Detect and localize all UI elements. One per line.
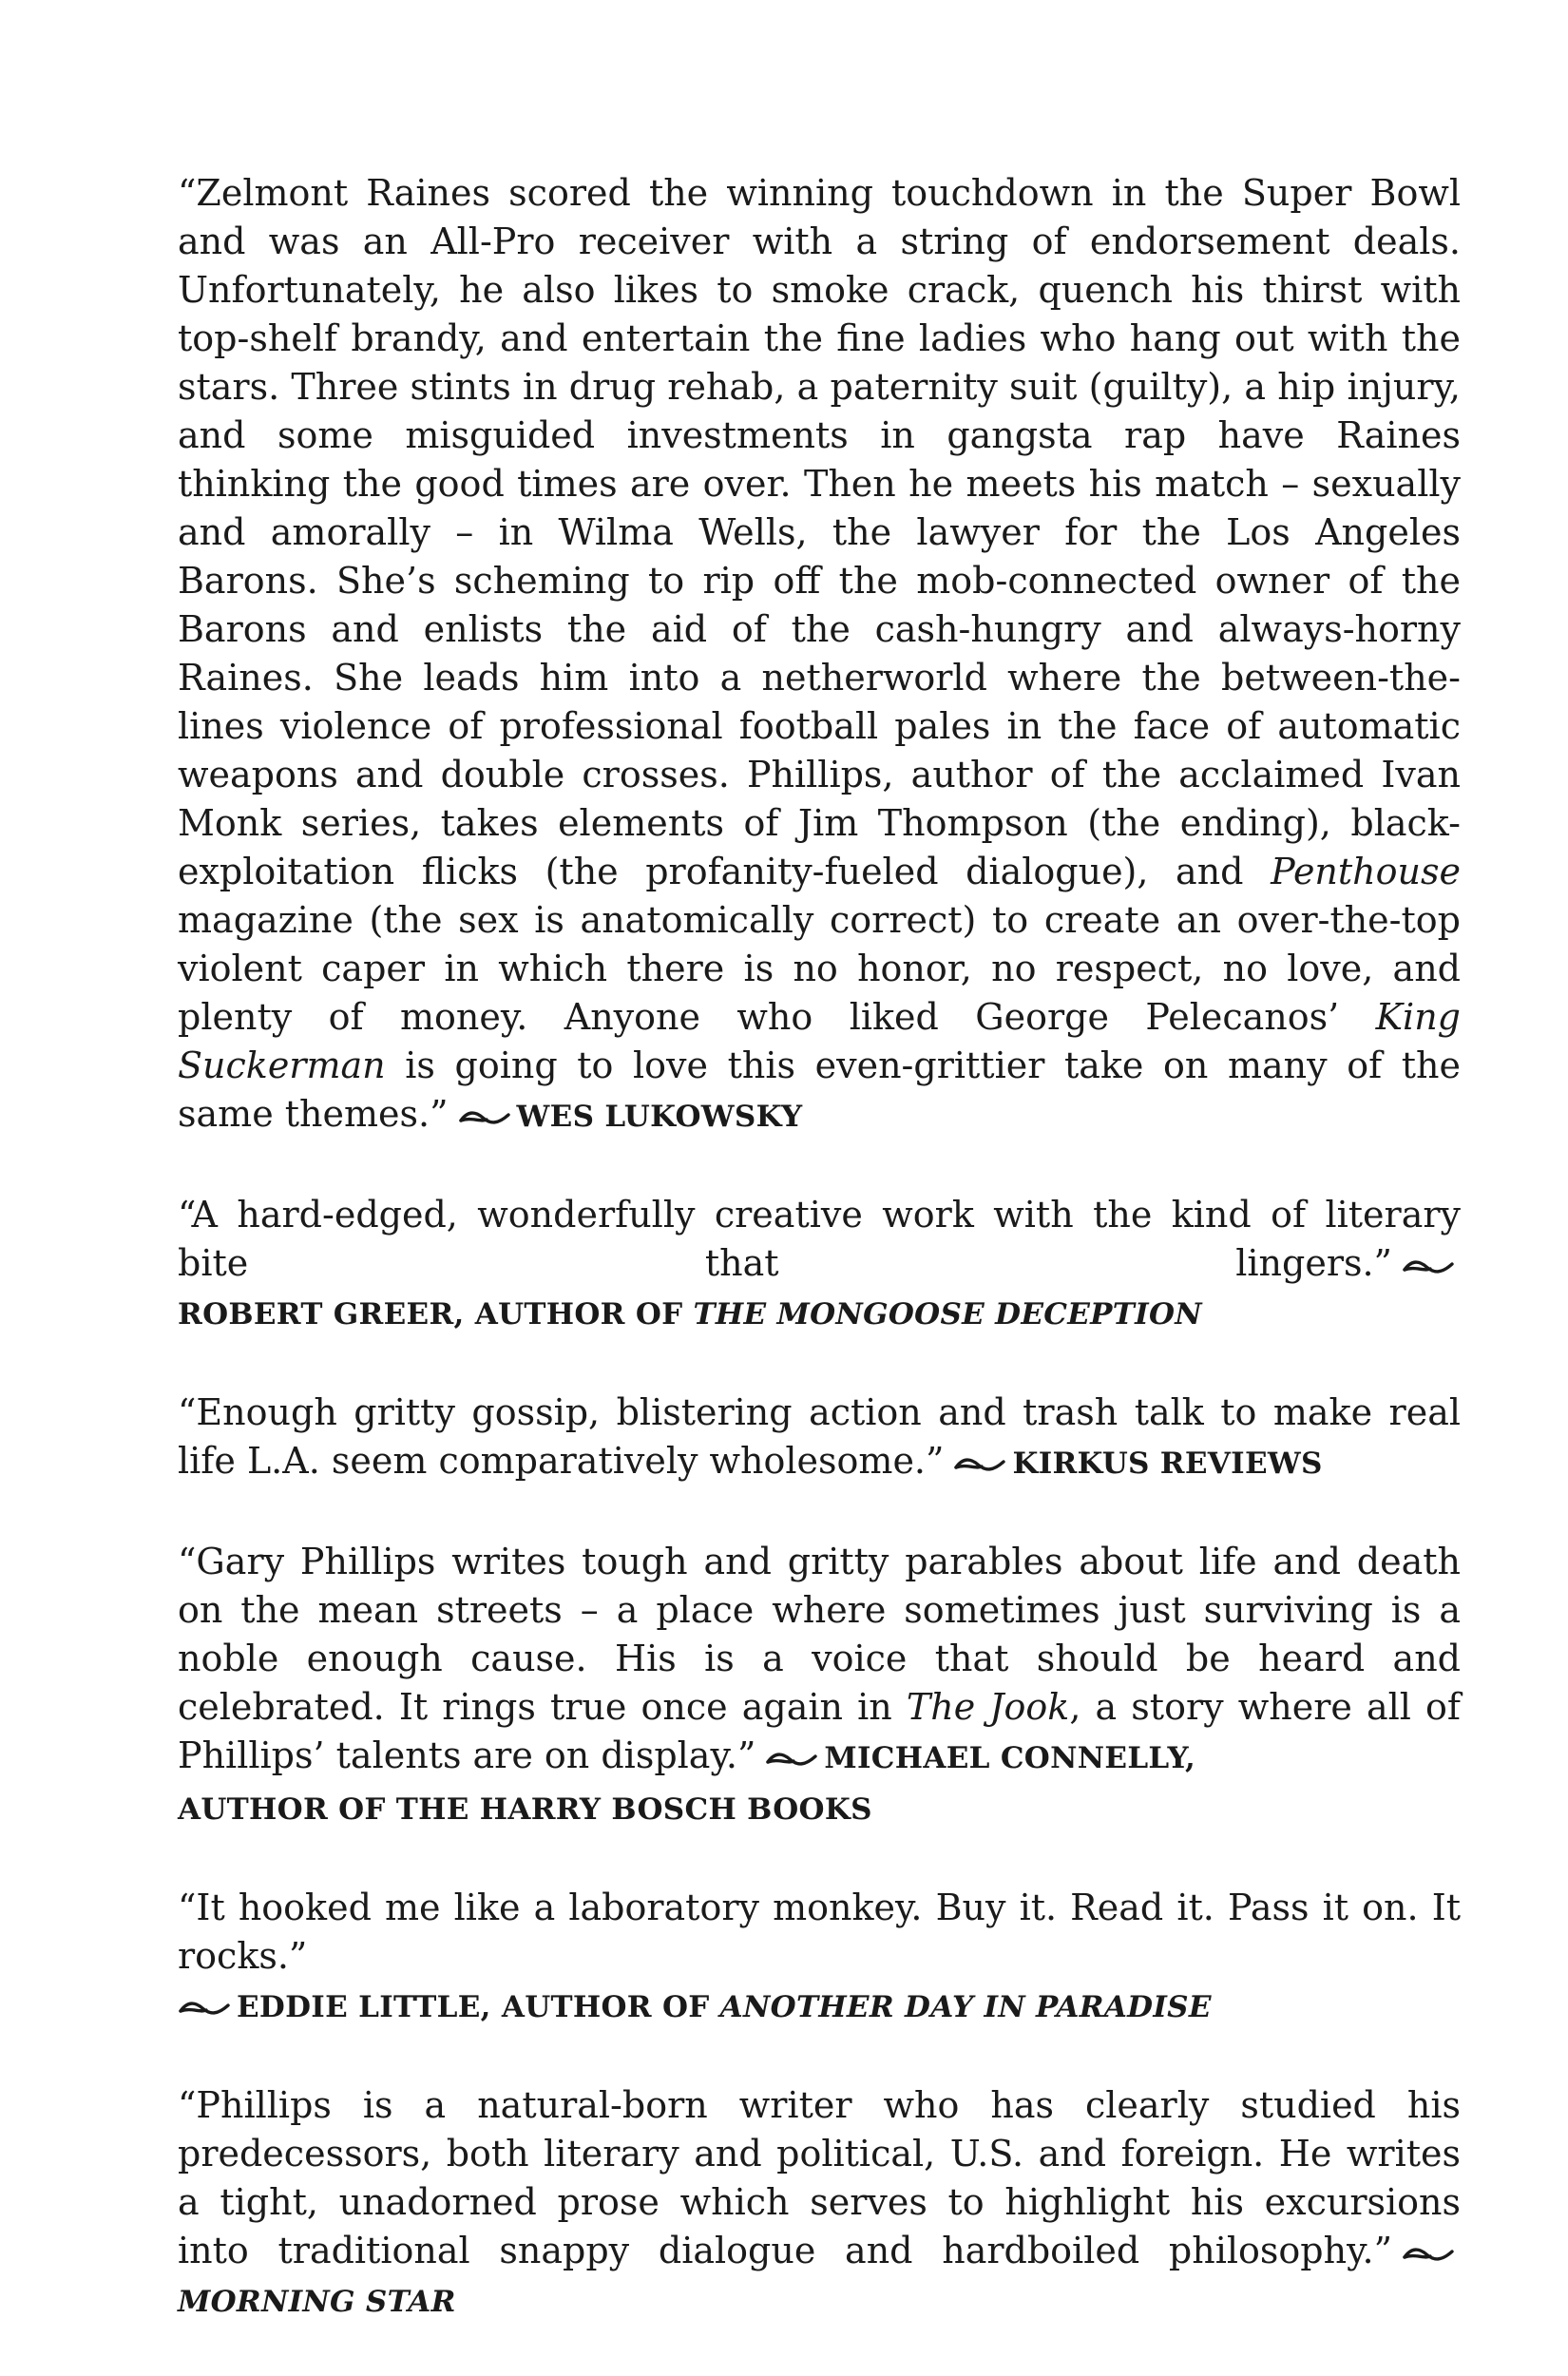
quote-italic-title: King Suckerman [178,996,1461,1086]
quote-text: , a story where all of Phillips’ talents are on display.” [178,1686,1461,1776]
review-blurbs-page [178,169,1461,2376]
quote-text: “Enough gritty gossip, blistering action and trash talk to make real life L.A. seem comparatively wholesome.” [178,1391,1461,1482]
blurb-wes-lukowsky [178,169,1461,1141]
attribution-book-title: THE MONGOOSE DECEPTION [693,1297,1202,1332]
swung-dash-icon [178,1998,231,2019]
attribution: WES LUKOWSKY [516,1100,803,1134]
blurb-michael-connelly [178,1538,1461,1834]
attribution [237,1990,1212,2024]
quote-text: “Phillips is a natural-born writer who has clearly studied his predecessors, both literary and political, U.S. and foreign. He writes a tight, unadorned prose which serves to highlight his excursions into traditional snappy dialogue and hardboiled philosophy.” [178,2084,1461,2271]
attribution-publication: MORNING STAR [178,2285,456,2319]
blurb-robert-greer [178,1191,1461,1339]
attribution-book-title: ANOTHER DAY IN PARADISE [719,1990,1212,2024]
quote-text: “Gary Phillips writes tough and gritty parables about life and death on the mean streets – a place where sometimes just surviving is a noble enough cause. His is a voice that should be heard and celebrated. It rings true once again in [178,1541,1461,1728]
attribution [178,1297,1202,1332]
attribution: KIRKUS REVIEWS [1012,1447,1323,1481]
swung-dash-icon [953,1454,1006,1475]
swung-dash-icon [1402,2244,1455,2265]
attribution-continued: AUTHOR OF THE HARRY BOSCH BOOKS [178,1792,872,1827]
quote-italic-title: Penthouse [1271,851,1461,892]
swung-dash-icon [458,1107,511,1128]
quote-text: “It hooked me like a laboratory monkey. Buy it. Read it. Pass it on. It rocks.” [178,1887,1461,1977]
quote-text: magazine (the sex is anatomically correct) to create an over-the-top violent caper in which there is no honor, no respect, no love, and plenty of money. Anyone who liked George Pelecanos’ [178,899,1461,1038]
quote-text: is going to love this even-grittier take on many of the same themes.” [178,1044,1461,1135]
quote-text: “Zelmont Raines scored the winning touchdown in the Super Bowl and was an All-Pro receiver with a string of endorsement deals. Unfortunately, he also likes to smoke crack, quench his thirst with top-shelf brandy, and entertain the fine ladies who hang out with the stars. Three stints in drug rehab, a paternity suit (guilty), a hip injury, and some misguided investments in gangsta rap have Raines thinking the good times are over. Then he meets his match – sexually and amorally – in Wilma Wells, the lawyer for the Los Angeles Barons. She’s scheming to rip off the mob-connected owner of the Barons and enlists the aid of the cash-hungry and always-horny Raines. She leads him into a netherworld where the between-the-lines violence of professional football pales in the face of automatic weapons and double crosses. Phillips, author of the acclaimed Ivan Monk series, takes elements of Jim Thompson (the ending), black-exploitation flicks (the profanity-fueled dialogue), and [178,172,1461,892]
blurb-morning-star [178,2081,1461,2327]
quote-italic-title: The Jook [906,1686,1070,1728]
attribution-name: EDDIE LITTLE, AUTHOR OF [237,1990,720,2024]
attribution: MICHAEL CONNELLY, [824,1741,1196,1775]
blurb-kirkus-reviews [178,1389,1461,1488]
swung-dash-icon [1402,1256,1455,1277]
quote-text: “A hard-edged, wonderfully creative work with the kind of literary bite that lingers.” [178,1194,1461,1284]
attribution-name: ROBERT GREER, AUTHOR OF [178,1297,694,1332]
swung-dash-icon [765,1749,818,1770]
attribution [178,2285,456,2319]
blurb-eddie-little [178,1884,1461,2032]
